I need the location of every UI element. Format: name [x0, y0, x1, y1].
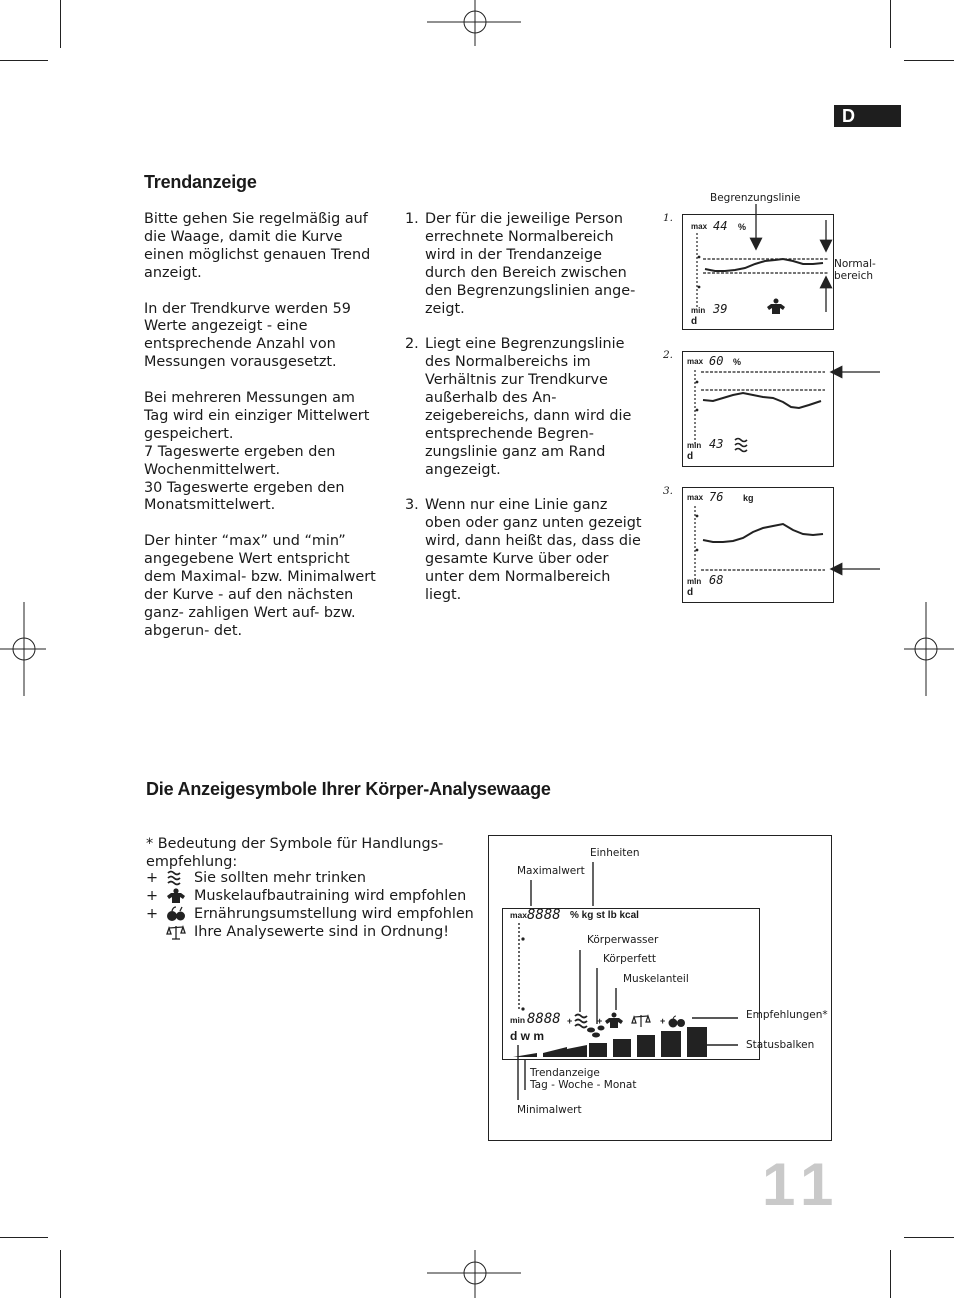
- min-label: min: [691, 306, 706, 315]
- display-index: 1.: [663, 212, 674, 224]
- unit: %: [738, 222, 747, 232]
- day-indicator: d: [687, 451, 694, 462]
- list-item: 3. Wenn nur eine Linie ganz oben oder ganz unten gezeigt wird, dann heißt das, dass die gesamte Kurve über oder unter dem Normalbereich liegt.: [405, 497, 642, 603]
- language-badge: D: [834, 105, 901, 127]
- label-tag-woche-monat: Tag - Woche - Monat: [530, 1079, 637, 1091]
- max-value: 76: [709, 490, 724, 504]
- lcd-min-label: min: [510, 1015, 526, 1025]
- lcd-units: % kg st lb kcal: [570, 910, 639, 921]
- max-label: max: [691, 222, 708, 231]
- list-item: + Sie sollten mehr trinken: [146, 870, 367, 886]
- min-value: 39: [713, 302, 728, 316]
- label-trendanzeige: Trendanzeige: [530, 1067, 600, 1079]
- lcd-max-digits: 8888: [527, 907, 561, 923]
- day-indicator: d: [687, 587, 694, 598]
- label-maximalwert: Maximalwert: [517, 865, 585, 877]
- label-einheiten: Einheiten: [590, 847, 640, 859]
- max-label: max: [687, 357, 704, 366]
- symbols-note: * Bedeutung der Symbole für Handlungs- empfehlung:: [146, 836, 444, 870]
- display-index: 3.: [663, 485, 674, 497]
- min-value: 43: [709, 437, 724, 451]
- min-label: min: [687, 441, 702, 450]
- min-value: 68: [709, 573, 724, 587]
- label-normalbereich: Normal- bereich: [834, 258, 876, 282]
- plus-sign: +: [597, 1016, 603, 1026]
- label-statusbalken: Statusbalken: [746, 1039, 815, 1051]
- min-label: min: [687, 577, 702, 586]
- paragraph: Bitte gehen Sie regelmäßig auf die Waage, damit die Kurve einen möglichst genauen Trend anzeigt.: [144, 211, 371, 281]
- lcd-max-label: max: [510, 910, 528, 920]
- label-empfehlungen: Empfehlungen*: [746, 1009, 828, 1021]
- unit: %: [733, 357, 742, 367]
- label-begrenzungslinie: Begrenzungslinie: [710, 192, 801, 204]
- max-label: max: [687, 493, 704, 502]
- list-item: 2. Liegt eine Begrenzungslinie des Normalbereichs im Verhältnis zur Trendkurve außerhalb des An- zeigebereichs, dann wird die entsprechende Begren- zungslinie ganz am Rand angezeigt.: [405, 336, 632, 478]
- label-muskelanteil: Muskelanteil: [623, 973, 689, 985]
- lcd-dwm: d w m: [510, 1029, 545, 1043]
- paragraph: Bei mehreren Messungen am Tag wird ein einziger Mittelwert gespeichert. 7 Tageswerte ergeben den Wochenmittelwert. 30 Tageswerte ergeben den Monatsmittelwert.: [144, 390, 370, 514]
- max-value: 44: [713, 219, 728, 233]
- display-index: 2.: [663, 349, 674, 361]
- section-heading-trend: Trendanzeige: [144, 172, 257, 192]
- label-koerperwasser: Körperwasser: [587, 934, 659, 946]
- unit: kg: [743, 493, 754, 503]
- list-item: 1. Der für die jeweilige Person errechnete Normalbereich wird in der Trendanzeige durch den Bereich zwischen den Begrenzungslinien ange- zeigt.: [405, 211, 636, 317]
- lcd-min-digits: 8888: [527, 1011, 561, 1027]
- paragraph: In der Trendkurve werden 59 Werte angezeigt - eine entsprechende Anzahl von Messungen vorausgesetzt.: [144, 300, 351, 371]
- day-indicator: d: [691, 316, 698, 327]
- paragraph: Der hinter “max” und “min” angegebene Wert entspricht dem Maximal- bzw. Minimalwert der Kurve - auf den nächsten ganz- zahligen Wert auf- bzw. abgerun- det.: [144, 533, 376, 639]
- max-value: 60: [709, 354, 724, 368]
- plus-sign: +: [660, 1016, 666, 1026]
- section-heading-symbols: Die Anzeigesymbole Ihrer Körper-Analysewaage: [146, 779, 551, 799]
- label-koerperfett: Körperfett: [603, 953, 656, 965]
- list-item: + Ernährungsumstellung wird empfohlen: [146, 906, 474, 922]
- label-minimalwert: Minimalwert: [517, 1104, 582, 1116]
- list-item: + Muskelaufbautraining wird empfohlen: [146, 888, 467, 904]
- page-number: 11: [762, 1151, 842, 1218]
- plus-sign: +: [567, 1016, 573, 1026]
- list-item: Ihre Analysewerte sind in Ordnung!: [146, 924, 476, 942]
